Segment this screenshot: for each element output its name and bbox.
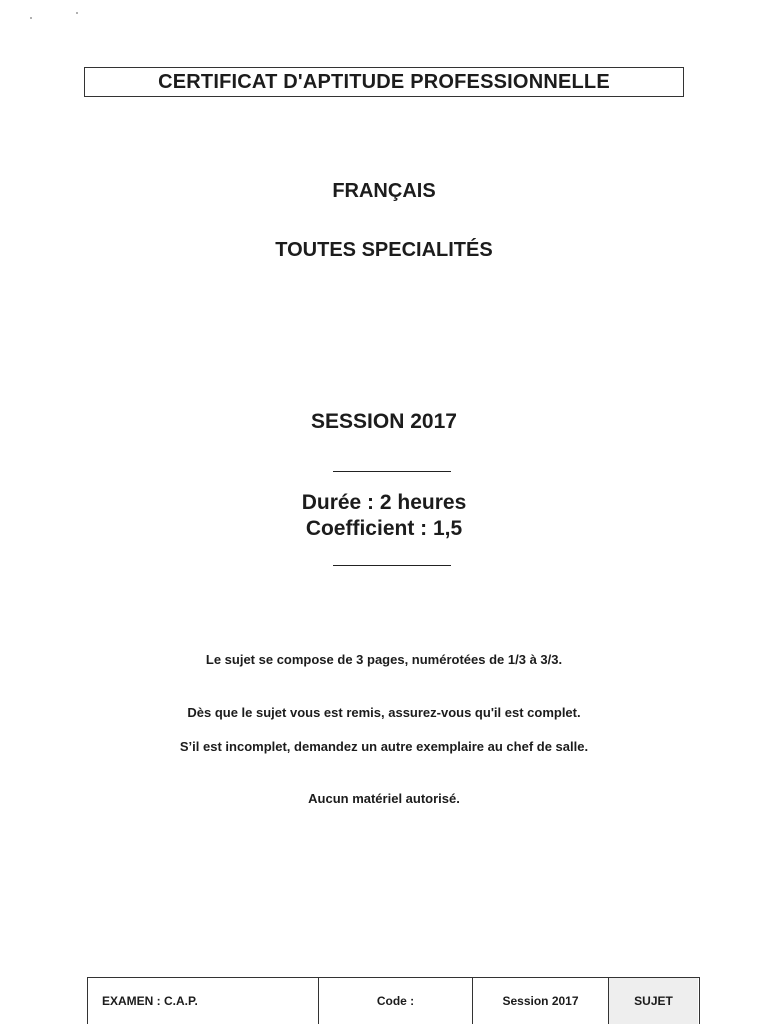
divider-top xyxy=(333,471,451,472)
exam-coefficient: Coefficient : 1,5 xyxy=(305,517,463,540)
footer-exam: EXAMEN : C.A.P. xyxy=(102,994,198,1008)
subject-name: FRANÇAIS xyxy=(332,180,436,202)
footer-code-cell xyxy=(319,978,473,1024)
instruction-material: Aucun matériel autorisé. xyxy=(308,791,460,806)
footer-type-cell xyxy=(609,978,698,1024)
footer-code: Code : xyxy=(376,994,415,1008)
instruction-incomplete: S’il est incomplet, demandez un autre exemplaire au chef de salle. xyxy=(179,739,589,754)
exam-duration: Durée : 2 heures xyxy=(301,491,467,514)
footer-session-cell xyxy=(473,978,609,1024)
scan-speck xyxy=(30,17,32,19)
session-label: SESSION 2017 xyxy=(311,410,457,433)
divider-bottom xyxy=(333,565,451,566)
instruction-pages: Le sujet se compose de 3 pages, numérotées de 1/3 à 3/3. xyxy=(205,652,563,667)
footer-session: Session 2017 xyxy=(502,994,579,1008)
instruction-check: Dès que le sujet vous est remis, assurez-vous qu'il est complet. xyxy=(187,705,581,720)
subject-specialities: TOUTES SPECIALITÉS xyxy=(275,239,493,261)
footer-exam-cell xyxy=(88,978,319,1024)
certificate-title: CERTIFICAT D'APTITUDE PROFESSIONNELLE xyxy=(158,70,610,93)
certificate-title-box xyxy=(84,67,684,97)
footer-table xyxy=(87,977,700,1024)
footer-type: SUJET xyxy=(634,994,673,1008)
scan-speck xyxy=(76,12,78,14)
